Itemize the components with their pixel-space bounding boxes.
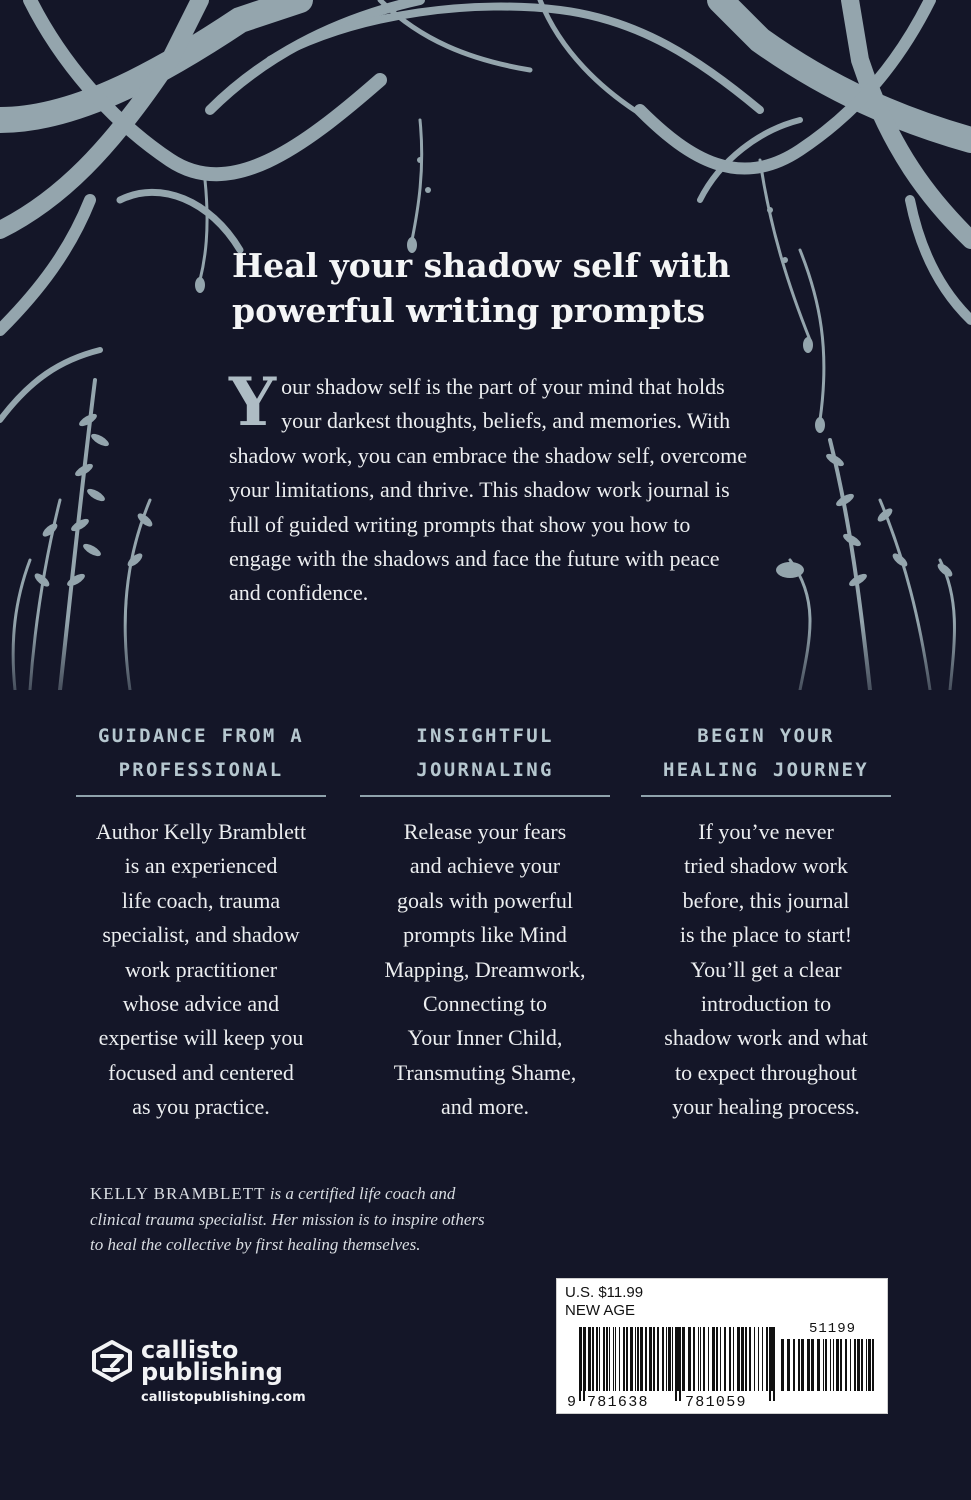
barcode-bars — [557, 1279, 887, 1413]
publisher-name-line1: callisto — [141, 1336, 239, 1364]
feature-title: BEGIN YOUR HEALING JOURNEY — [641, 719, 891, 797]
feature-body: Release your fears and achieve your goals with powerful prompts like Mind Mapping, Dreamwork, Connecting to Your Inner Child, Transmuting Shame, and more. — [384, 819, 586, 1120]
barcode-left-digits: 781638 — [587, 1394, 649, 1411]
feature-body: If you’ve never tried shadow work before, this journal is the place to start! You’ll get a clear introduction to shadow work and what to expect throughout your healing process. — [664, 819, 868, 1120]
price-label: U.S. $11.99 — [565, 1284, 644, 1301]
intro-paragraph — [229, 363, 749, 611]
publisher-url: callistopublishing.com — [141, 1390, 306, 1405]
dropcap: Y — [229, 363, 277, 441]
intro-text: our shadow self is the part of your mind that holds your darkest thoughts, beliefs, and memories. With shadow work, you can embrace the shadow self, overcome your limitations, and thrive. This shadow work journal is full of guided writing prompts that show you how to engage with the shadows and face the future with peace and confidence. — [229, 374, 748, 606]
author-name: KELLY BRAMBLETT — [90, 1184, 266, 1203]
publisher-logo — [88, 1336, 318, 1416]
feature-body: Author Kelly Bramblett is an experienced life coach, trauma specialist, and shadow work practitioner whose advice and expertise will keep you focused and centered as you practice. — [95, 819, 307, 1120]
barcode-right-digits: 781059 — [685, 1394, 747, 1411]
barcode-first-digit: 9 — [567, 1394, 578, 1411]
headline: Heal your shadow self with powerful writing prompts — [232, 246, 731, 330]
barcode-addon-digits: 51199 — [809, 1321, 857, 1337]
feature-title: GUIDANCE FROM A PROFESSIONAL — [76, 719, 326, 797]
category-label: NEW AGE — [565, 1302, 636, 1319]
isbn-barcode — [556, 1278, 888, 1414]
feature-column-healing — [616, 719, 916, 1125]
publisher-name-line2: publishing — [141, 1358, 283, 1386]
author-bio — [90, 1181, 490, 1258]
author-bio-text: is a certified life coach and clinical trauma specialist. Her mission is to inspire others to heal the collective by first healing themselves. — [90, 1184, 485, 1254]
callisto-logo-icon — [88, 1338, 136, 1384]
feature-column-journaling — [335, 719, 635, 1125]
feature-column-guidance — [51, 719, 351, 1125]
feature-title: INSIGHTFUL JOURNALING — [360, 719, 610, 797]
